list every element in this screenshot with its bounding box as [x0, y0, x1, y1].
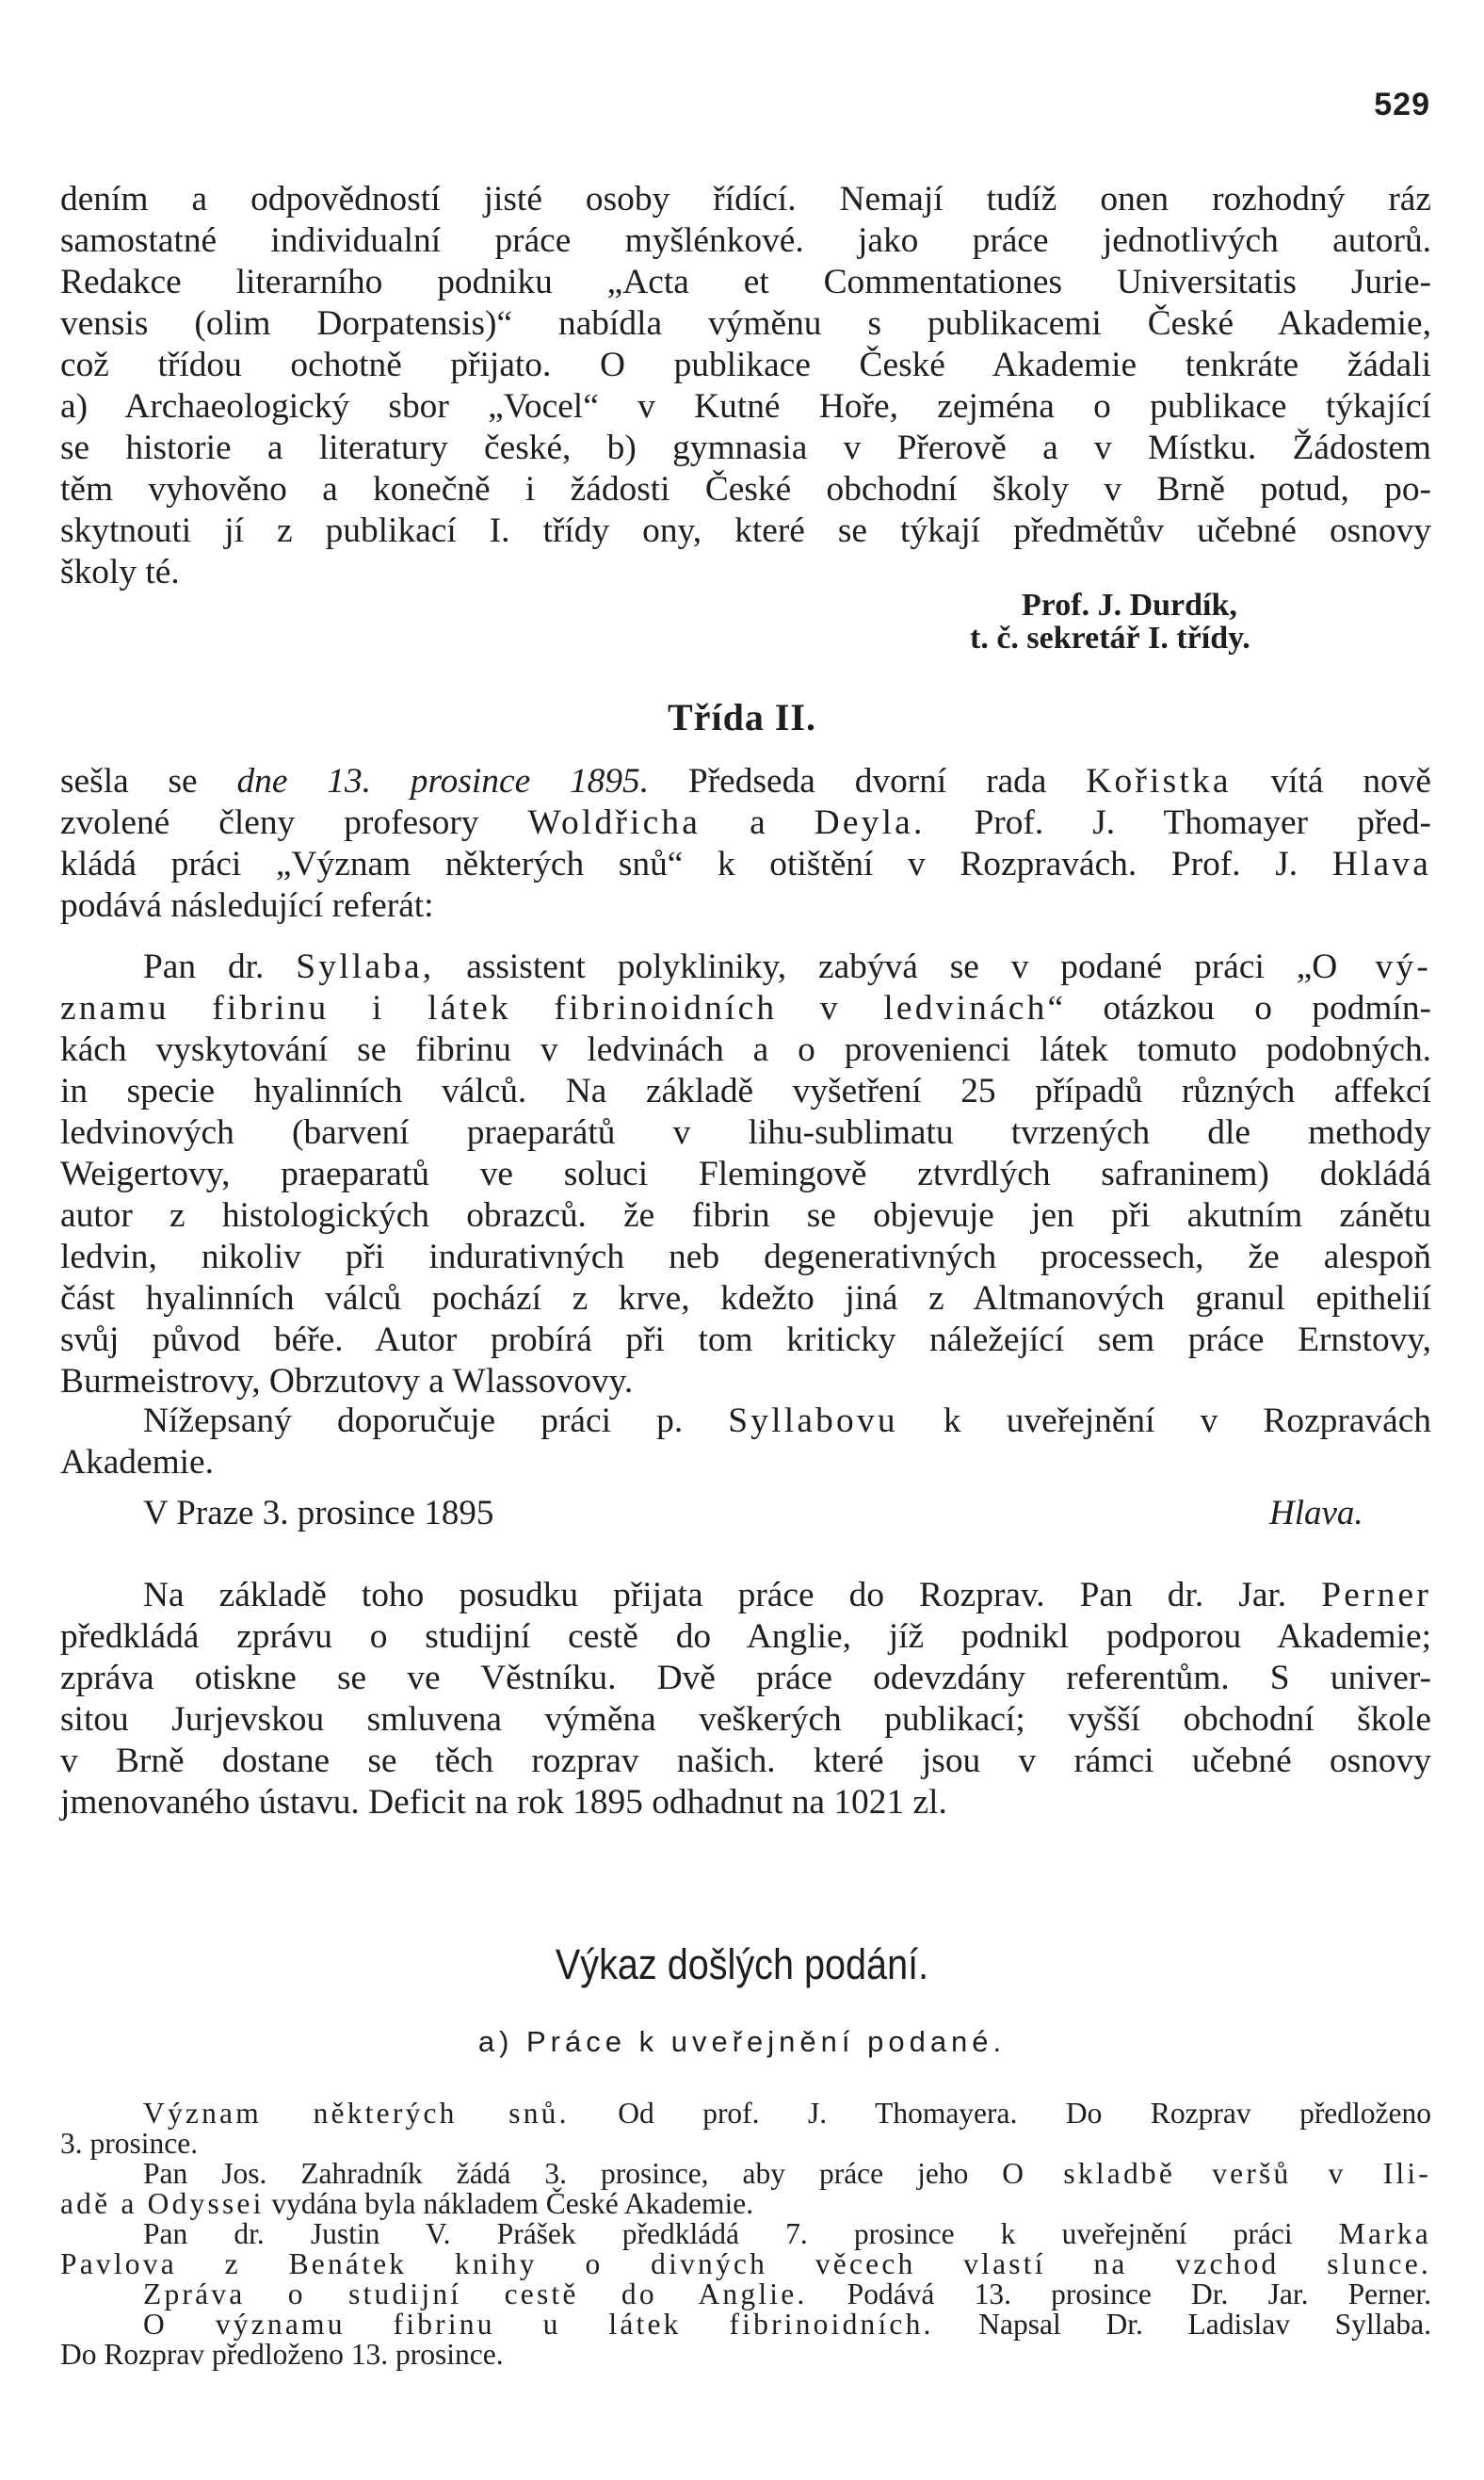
section-heading: Třída II.	[668, 696, 816, 738]
text-line: zpráva otiskne se ve Věstníku. Dvě práce odevzdány referentům. S univer-	[60, 1659, 1431, 1697]
text-line: Burmeistrovy, Obrzutovy a Wlassovovy.	[60, 1362, 634, 1401]
text-line: sešla se dne 13. prosince 1895. Předseda dvorní rada Kořistka vítá nově	[60, 762, 1432, 801]
text-line: podává následující referát:	[60, 886, 434, 925]
text-line: Význam některých snů. Od prof. J. Thomayera. Do Rozprav předloženo	[143, 2097, 1431, 2130]
text-line: Nížepsaný doporučuje práci p. Syllabovu k uveřejnění v Rozpravách	[143, 1402, 1431, 1440]
text-line: Pan Jos. Zahradník žádá 3. prosince, aby práce jeho O skladbě veršů v Ili-	[143, 2157, 1431, 2190]
signature-role: t. č. sekretář I. třídy.	[970, 621, 1250, 656]
list-item	[60, 2159, 1431, 2219]
text-line: se historie a literatury české, b) gymnasia v Přerově a v Místku. Žádostem	[60, 429, 1431, 467]
paragraph-recommendation	[60, 1401, 1431, 1483]
submission-list	[60, 2099, 1431, 2370]
report-subheading: a) Práce k uveřejnění podané.	[477, 2025, 1007, 2058]
text-line: Na základě toho posudku přijata práce do Rozprav. Pan dr. Jar. Perner	[143, 1576, 1431, 1614]
text-line: vensis (olim Dorpatensis)“ nabídla výměnu s publikacemi České Akademie,	[60, 304, 1431, 343]
text-line: autor z histologických obrazců. že fibrin se objevuje jen při akutním zánětu	[60, 1196, 1431, 1235]
text-line: a) Archaeologický sbor „Vocel“ v Kutné Hoře, zejména o publikace týkající	[60, 387, 1431, 426]
paragraph-text	[60, 947, 1431, 1402]
text-line: sitou Jurjevskou smluvena výměna veškerých publikací; vyšší obchodní škole	[60, 1700, 1431, 1739]
text-line: Do Rozprav předloženo 13. prosince.	[60, 2338, 504, 2371]
paragraph-intro	[60, 179, 1431, 593]
dateline-place-date: V Praze 3. prosince 1895	[143, 1494, 494, 1532]
text-line: v Brně dostane se těch rozprav našich. které jsou v rámci učebné osnovy	[60, 1742, 1431, 1780]
text-line: Akademie.	[60, 1443, 214, 1482]
text-line: Pan dr. Justin V. Prášek předkládá 7. prosince k uveřejnění práci Marka	[143, 2217, 1431, 2250]
text-line: znamu fibrinu i látek fibrinoidních v ledvinách“ otázkou o podmín-	[60, 989, 1432, 1028]
text-line: samostatné individualní práce myšlénkové. jako práce jednotlivých autorů.	[60, 221, 1431, 260]
text-line: kládá práci „Význam některých snů“ k otištění v Rozpravách. Prof. J. Hlava	[60, 845, 1431, 883]
paragraph-decision	[60, 1575, 1431, 1824]
text-line: Redakce literarního podniku „Acta et Commentationes Universitatis Jurie-	[60, 263, 1431, 301]
text-line: Zpráva o studijní cestě do Anglie. Podává 13. prosince Dr. Jar. Perner.	[143, 2277, 1431, 2310]
paragraph-referat	[60, 947, 1431, 1402]
paragraph-text	[60, 761, 1431, 927]
dateline-signer: Hlava.	[1269, 1494, 1363, 1532]
text-line: což třídou ochotně přijato. O publikace České Akademie tenkráte žádali	[60, 346, 1431, 384]
text-line: školy té.	[60, 553, 180, 592]
text-line: jmenovaného ústavu. Deficit na rok 1895 odhadnut na 1021 zl.	[60, 1783, 947, 1822]
list-item	[60, 2279, 1431, 2310]
report-heading: Výkaz došlých podání.	[555, 1940, 929, 1988]
text-line: těm vyhověno a konečně i žádosti České obchodní školy v Brně potud, po-	[60, 470, 1431, 509]
signature-name: Prof. J. Durdík,	[1022, 588, 1237, 623]
paragraph-text	[60, 1575, 1431, 1824]
text-line: adě a Odyssei vydána byla nákladem České Akademie.	[60, 2187, 754, 2220]
text-line: ledvin, nikoliv při indurativných neb degenerativných processech, že alespoň	[60, 1238, 1431, 1276]
text-line: Pavlova z Benátek knihy o divných věcech vlastí na vzchod slunce.	[60, 2247, 1431, 2280]
text-line: svůj původ béře. Autor probírá při tom kriticky náležející sem práce Ernstovy,	[60, 1321, 1431, 1359]
list-item	[60, 2219, 1431, 2279]
text-line: Pan dr. Syllaba, assistent polykliniky, zabývá se v podané práci „O vý-	[143, 948, 1432, 986]
text-line: předkládá zprávu o studijní cestě do Anglie, jíž podnikl podporou Akademie;	[60, 1617, 1431, 1656]
page-number: 529	[1374, 87, 1430, 122]
text-line: O významu fibrinu u látek fibrinoidních. Napsal Dr. Ladislav Syllaba.	[143, 2308, 1431, 2341]
paragraph-text	[60, 179, 1431, 593]
text-line: ledvinových (barvení praeparátů v lihu-sublimatu tvrzených dle methody	[60, 1113, 1431, 1152]
list-item	[60, 2099, 1431, 2159]
text-line: zvolené členy profesory Woldřicha a Deyla. Prof. J. Thomayer před-	[60, 803, 1431, 842]
text-line: Weigertovy, praeparatů ve soluci Flemingově ztvrdlých safraninem) dokládá	[60, 1155, 1431, 1193]
text-line: kách vyskytování se fibrinu v ledvinách a o provenienci látek tomuto podobných.	[60, 1030, 1431, 1069]
text-line: část hyalinních válců pochází z krve, kdežto jiná z Altmanových granul epithelií	[60, 1279, 1431, 1318]
text-line: 3. prosince.	[60, 2127, 199, 2160]
text-line: in specie hyalinních válců. Na základě vyšetření 25 případů různých affekcí	[60, 1072, 1431, 1110]
text-line: skytnouti jí z publikací I. třídy ony, které se týkají předmětův učebné osnovy	[60, 511, 1431, 550]
paragraph-session	[60, 761, 1431, 927]
text-line: dením a odpovědností jisté osoby řídící. Nemají tudíž onen rozhodný ráz	[60, 180, 1431, 219]
list-item	[60, 2310, 1431, 2370]
paragraph-text	[60, 1401, 1431, 1483]
